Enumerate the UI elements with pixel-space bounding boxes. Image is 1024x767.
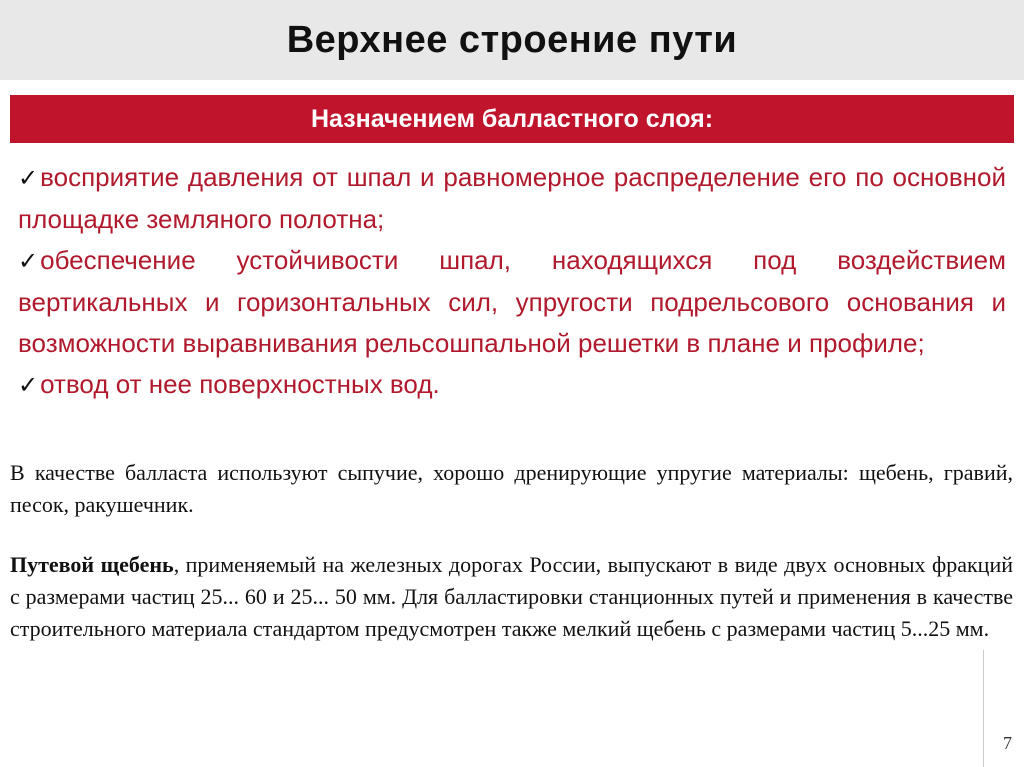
bullet-text: восприятие давления от шпал и равномерное распределение его по основной площадке земляного полотна;: [18, 162, 1006, 234]
page-number: 7: [1003, 733, 1012, 753]
bullet-item: [18, 364, 1006, 406]
subtitle-text: Назначением балластного слоя:: [310, 104, 714, 133]
checkmark-icon: ✓: [18, 371, 39, 399]
bullet-text: обеспечение устойчивости шпал, находящихся под воздействием вертикальных и горизонтальных сил, упругости подрельсового основания и возможности выравнивания рельсошпальной решетки в плане и профиле;: [18, 245, 1006, 358]
divider-line: [983, 650, 984, 767]
ballast-materials-paragraph: В качестве балласта используют сыпучие, хорошо дренирующие упругие материалы: щебень, гравий, песок, ракушечник.: [10, 460, 1013, 517]
bullet-item: [18, 157, 1006, 240]
purpose-bullet-list: [18, 157, 1006, 406]
slide-title: Верхнее строение пути: [286, 18, 738, 61]
title-bar: [0, 0, 1024, 80]
checkmark-icon: ✓: [18, 164, 39, 192]
crushed-stone-paragraph: [10, 549, 1013, 645]
crushed-stone-description: , применяемый на железных дорогах России, выпускают в виде двух основных фракций с размерами частиц 25... 60 и 25... 50 мм. Для балластировки станционных путей и применения в качестве строительного материала стандартом предусмотрен также мелкий щебень с размерами частиц 5...25 мм.: [10, 552, 1013, 641]
crushed-stone-term: Путевой щебень: [10, 552, 174, 577]
bullet-item: [18, 240, 1006, 364]
bullet-text: отвод от нее поверхностных вод.: [40, 369, 440, 399]
subtitle-banner: [10, 95, 1014, 143]
checkmark-icon: ✓: [18, 247, 39, 275]
